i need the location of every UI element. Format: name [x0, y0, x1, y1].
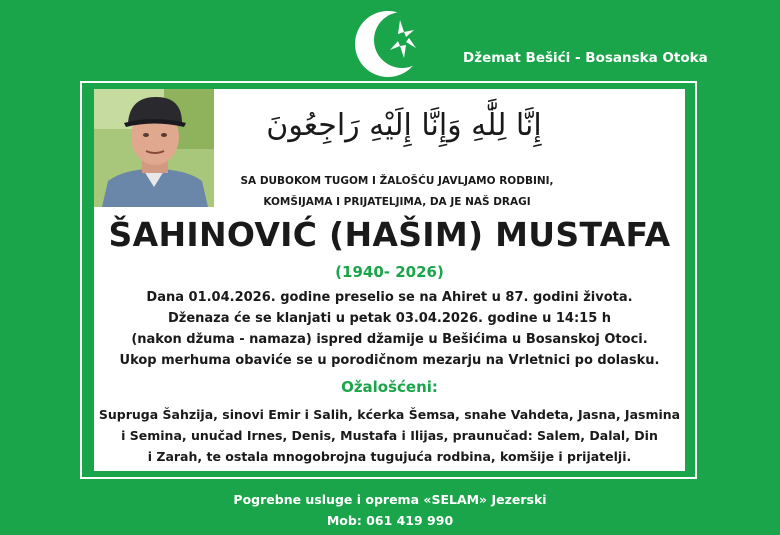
mourners-list: [94, 404, 685, 467]
life-years: (1940- 2026): [335, 263, 444, 281]
funeral-details: [94, 287, 685, 371]
mourners-title: Ožalošćeni:: [341, 378, 438, 396]
obituary-card: [94, 89, 685, 471]
footer-phone: Mob: 061 419 990: [326, 513, 454, 528]
footer: [0, 489, 780, 531]
mourners-line: i Zarah, te ostala mnogobrojna tugujuća rodbina, komšije i prijatelji.: [147, 449, 632, 464]
detail-line: Ukop merhuma obaviće se u porodičnom mezarju na Vrletnici po dolasku.: [119, 353, 660, 368]
deceased-name: ŠAHINOVIĆ (HAŠIM) MUSTAFA: [108, 215, 671, 254]
mourners-line: Supruga Šahzija, sinovi Emir i Salih, kćerka Šemsa, snahe Vahdeta, Jasna, Jasmina: [98, 407, 681, 422]
detail-line: (nakon džuma - namaza) ispred džamije u Bešićima u Bosanskoj Otoci.: [131, 332, 648, 347]
detail-line: Dženaza će se klanjati u petak 03.04.2026. godine u 14:15 h: [167, 311, 612, 326]
intro-text: [212, 171, 582, 213]
detail-line: Dana 01.04.2026. godine preselio se na Ahiret u 87. godini života.: [146, 290, 633, 305]
deceased-photo: [94, 89, 214, 207]
footer-company: Pogrebne usluge i oprema «SELAM» Jezerski: [233, 492, 547, 507]
organization-name: Džemat Bešići - Bosanska Otoka: [463, 50, 708, 66]
crescent-star-icon: [352, 4, 432, 84]
intro-line: KOMŠIJAMA I PRIJATELJIMA, DA JE NAŠ DRAGI: [263, 196, 531, 208]
intro-line: SA DUBOKOM TUGOM I ŽALOŠĆU JAVLJAMO RODBINI,: [240, 175, 554, 187]
arabic-verse: [264, 93, 544, 153]
svg-text:إِنَّا لِلَّٰهِ وَإِنَّا إِلَي: إِنَّا لِلَّٰهِ وَإِنَّا إِلَيْهِ رَاجِعُونَ: [266, 108, 542, 143]
mourners-line: i Semina, unučad Irnes, Denis, Mustafa i Ilijas, praunučad: Salem, Dalal, Din: [121, 428, 658, 443]
